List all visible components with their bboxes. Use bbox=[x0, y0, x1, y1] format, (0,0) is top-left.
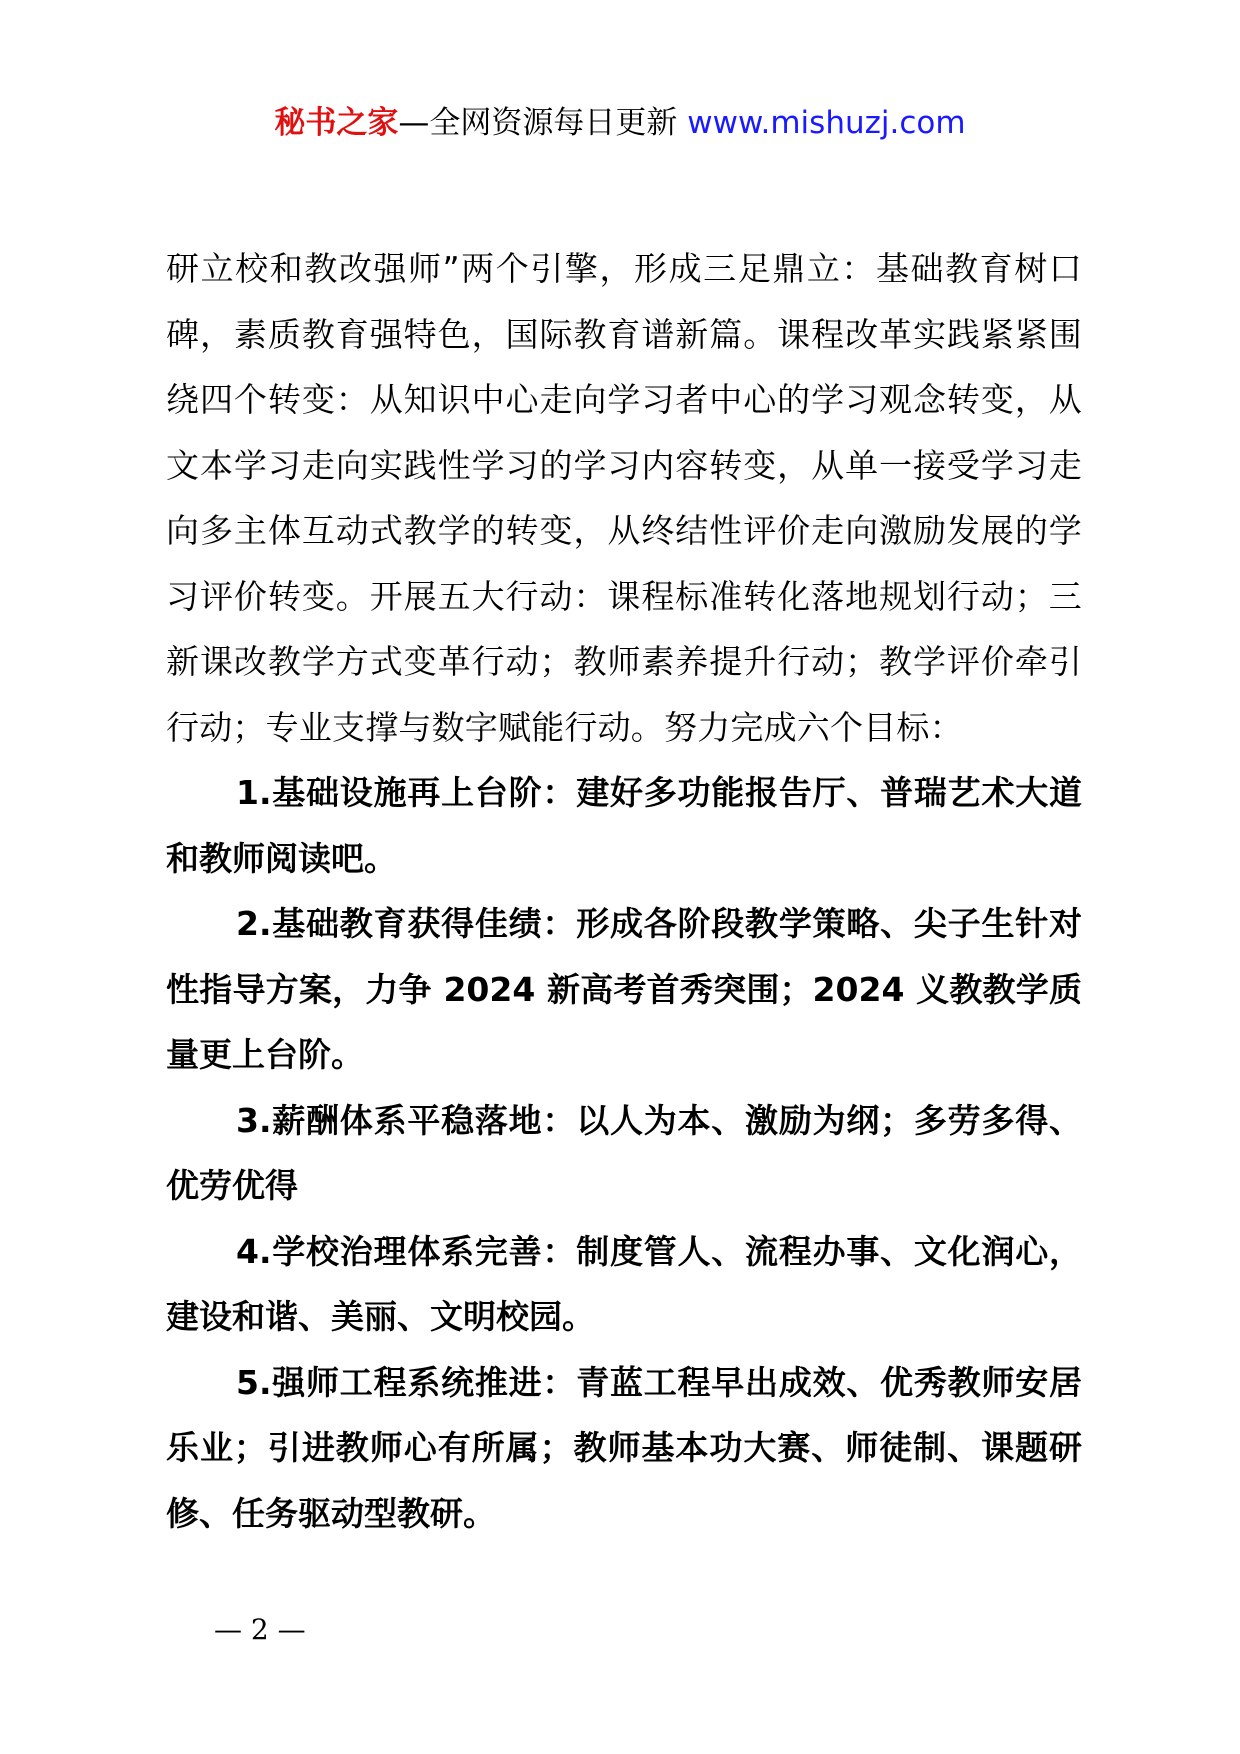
document-body bbox=[166, 236, 1082, 1546]
site-url[interactable]: www.mishuzj.com bbox=[687, 105, 966, 141]
site-header bbox=[0, 98, 1240, 148]
header-tagline: —全网资源每日更新 bbox=[398, 105, 678, 141]
goal-item-2: 2.基础教育获得佳绩：形成各阶段教学策略、尖子生针对性指导方案，力争 2024 新高考首秀突围；2024 义教教学质量更上台阶。 bbox=[166, 904, 1082, 1074]
goal-item-1: 1.基础设施再上台阶：建好多功能报告厅、普瑞艺术大道和教师阅读吧。 bbox=[166, 773, 1082, 878]
page-number: — 2 — bbox=[214, 1613, 306, 1646]
goal-item-5: 5.强师工程系统推进：青蓝工程早出成效、优秀教师安居乐业；引进教师心有所属；教师基本功大赛、师徒制、课题研修、任务驱动型教研。 bbox=[166, 1362, 1082, 1533]
intro-paragraph: 研立校和教改强师”两个引擎，形成三足鼎立：基础教育树口碑，素质教育强特色，国际教育谱新篇。课程改革实践紧紧围绕四个转变：从知识中心走向学习者中心的学习观念转变，从文本学习走向实践性学习的学习内容转变，从单一接受学习走向多主体互动式教学的转变，从终结性评价走向激励发展的学习评价转变。开展五大行动：课程标准转化落地规划行动；三新课改教学方式变革行动；教师素养提升行动；教学评价牵引行动；专业支撑与数字赋能行动。努力完成六个目标： bbox=[166, 249, 1082, 747]
goal-item-4: 4.学校治理体系完善：制度管人、流程办事、文化润心，建设和谐、美丽、文明校园。 bbox=[166, 1231, 1082, 1336]
goal-item-3: 3.薪酬体系平稳落地：以人为本、激励为纲；多劳多得、优劳优得 bbox=[166, 1100, 1082, 1205]
brand-name: 秘书之家 bbox=[274, 105, 399, 141]
